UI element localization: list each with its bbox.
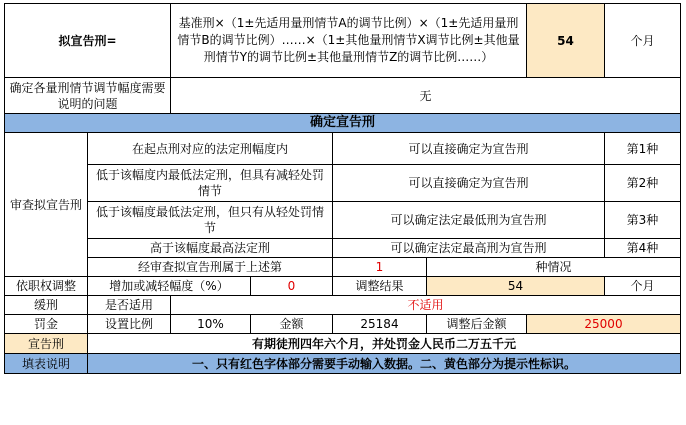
review-summary-value[interactable]: 1 xyxy=(333,258,427,277)
fine-label: 罚金 xyxy=(5,315,88,334)
review-summary-row xyxy=(5,258,681,277)
section-title: 确定宣告刑 xyxy=(5,114,681,133)
sentencing-sheet xyxy=(4,3,681,374)
note-label: 填表说明 xyxy=(5,354,88,374)
fine-ratio-value[interactable]: 10% xyxy=(171,315,251,334)
review-summary-suffix: 种情况 xyxy=(427,258,681,277)
fine-adjusted-label: 调整后金额 xyxy=(427,315,527,334)
review-row-2 xyxy=(5,165,681,202)
adjust-unit: 个月 xyxy=(605,277,681,296)
review-row-3 xyxy=(5,202,681,239)
fine-row xyxy=(5,315,681,334)
issues-label: 确定各量刑情节调节幅度需要说明的问题 xyxy=(5,78,171,114)
review-condition-1: 在起点刑对应的法定刑幅度内 xyxy=(88,133,333,165)
probation-sub-label: 是否适用 xyxy=(88,296,171,315)
note-row xyxy=(5,354,681,374)
fine-adjusted-value[interactable]: 25000 xyxy=(527,315,681,334)
formula-text: 基准刑×（1±先适用量刑情节A的调节比例）×（1±先适用量刑情节B的调节比例）……×（1±其他量刑情节X调节比例±其他量刑情节Y的调节比例±其他量刑情节Z的调节比例……） xyxy=(171,4,527,78)
review-result-2: 可以直接确定为宣告刑 xyxy=(333,165,605,202)
adjust-result-label: 调整结果 xyxy=(333,277,427,296)
review-result-3: 可以确定法定最低刑为宣告刑 xyxy=(333,202,605,239)
fine-ratio-label: 设置比例 xyxy=(88,315,171,334)
fine-amount-label: 金额 xyxy=(251,315,333,334)
review-row-1 xyxy=(5,133,681,165)
adjust-row xyxy=(5,277,681,296)
fine-amount-value: 25184 xyxy=(333,315,427,334)
review-condition-4: 高于该幅度最高法定刑 xyxy=(88,239,333,258)
sentence-label: 宣告刑 xyxy=(5,334,88,354)
adjust-value[interactable]: 0 xyxy=(251,277,333,296)
formula-label: 拟宣告刑= xyxy=(5,4,171,78)
review-label: 审查拟宣告刑 xyxy=(5,133,88,277)
formula-value: 54 xyxy=(527,4,605,78)
review-summary-label: 经审查拟宣告刑属于上述第 xyxy=(88,258,333,277)
review-condition-2: 低于该幅度内最低法定刑，但具有减轻处罚情节 xyxy=(88,165,333,202)
formula-row xyxy=(5,4,681,78)
issues-value: 无 xyxy=(171,78,681,114)
adjust-sub-label: 增加或减轻幅度（%） xyxy=(88,277,251,296)
note-value: 一、只有红色字体部分需要手动输入数据。二、黄色部分为提示性标识。 xyxy=(88,354,681,374)
review-result-1: 可以直接确定为宣告刑 xyxy=(333,133,605,165)
section-title-row xyxy=(5,114,681,133)
sentence-value: 有期徒刑四年六个月，并处罚金人民币二万五千元 xyxy=(88,334,681,354)
probation-value[interactable]: 不适用 xyxy=(171,296,681,315)
review-kind-2: 第2种 xyxy=(605,165,681,202)
review-kind-3: 第3种 xyxy=(605,202,681,239)
review-condition-3: 低于该幅度最低法定刑，但只有从轻处罚情节 xyxy=(88,202,333,239)
review-kind-1: 第1种 xyxy=(605,133,681,165)
adjust-result-value: 54 xyxy=(427,277,605,296)
probation-label: 缓刑 xyxy=(5,296,88,315)
review-result-4: 可以确定法定最高刑为宣告刑 xyxy=(333,239,605,258)
review-kind-4: 第4种 xyxy=(605,239,681,258)
adjust-label: 依职权调整 xyxy=(5,277,88,296)
issues-row xyxy=(5,78,681,114)
sentencing-table xyxy=(4,3,681,374)
probation-row xyxy=(5,296,681,315)
review-row-4 xyxy=(5,239,681,258)
formula-unit: 个月 xyxy=(605,4,681,78)
sentence-row xyxy=(5,334,681,354)
